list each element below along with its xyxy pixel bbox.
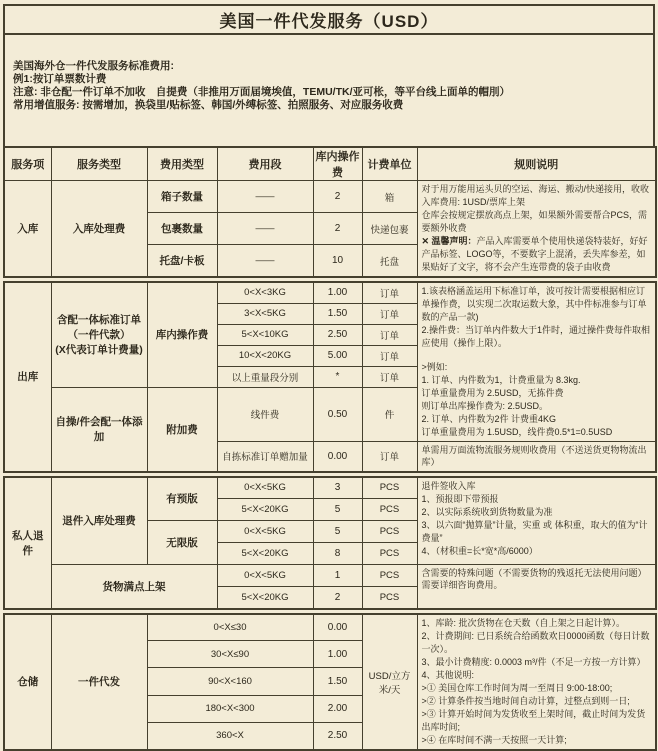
inbound-rule-3 xyxy=(422,235,652,274)
type-cell-inbound: 入库处理费 xyxy=(51,181,147,278)
unit-cell-storage: USD/立方米/天 xyxy=(362,614,417,750)
outbound-rule-7: 2. 订单、内件数为2件 计费重4KG xyxy=(421,414,557,424)
fee-range-cell: 0<X≤30 xyxy=(147,614,313,641)
col-header-unit: 计费单位 xyxy=(362,147,417,181)
storage-rule-8: >④ 在库时间不满一天按照一天计算; xyxy=(421,734,567,745)
service-cell-inbound: 入库 xyxy=(4,181,51,278)
unit-cell: PCS xyxy=(362,543,417,565)
fee-range-cell: 3<X<5KG xyxy=(217,303,313,324)
service-cell-storage: 仓储 xyxy=(4,614,51,750)
unit-cell: PCS xyxy=(362,499,417,521)
outbound-rule-4: 1. 订单、内件数为1，计费重量为 8.3kg. xyxy=(421,375,581,385)
fee-range-cell: —— xyxy=(217,213,313,245)
fee-range-cell: 360<X xyxy=(147,722,313,749)
intro-line-3: 注意: 非仓配一件订单不加收 自提费（非推用万面届境埃值，TEMU/TK/亚可枨，等平台线上面单的帽刖） xyxy=(13,86,510,98)
price-cell: 5.00 xyxy=(313,345,362,366)
rules-cell-storage xyxy=(417,614,656,750)
fee-type-cell: 箱子数量 xyxy=(147,181,217,213)
fee-range-cell: 5<X<20KG xyxy=(217,587,313,609)
price-cell: 2.50 xyxy=(313,324,362,345)
inbound-rule-3-prefix: ✕ 温馨声明： xyxy=(421,236,477,246)
price-cell: 3 xyxy=(313,477,362,499)
fee-range-cell: 以上重量段分别 xyxy=(217,366,313,387)
fee-type-cell-forecast: 有预版 xyxy=(147,477,217,521)
price-cell: 1.50 xyxy=(313,668,362,695)
col-header-type: 服务类型 xyxy=(51,147,147,181)
fee-range-cell: 10<X<20KG xyxy=(217,345,313,366)
type-line-3: (X代表订单计费量) xyxy=(55,344,143,357)
unit-cell: 订单 xyxy=(362,345,417,366)
unit-cell: PCS xyxy=(362,587,417,609)
intro-notes xyxy=(5,35,653,146)
unit-cell: 件 xyxy=(362,387,417,442)
fee-range-cell: 180<X<300 xyxy=(147,695,313,722)
inbound-rule-1: 对于用万能用运头贝的空运、海运、搬动/快递接用，收收入库费用: 1USD/票库上架 xyxy=(421,184,650,207)
type-cell-shelving: 货物满点上架 xyxy=(51,565,217,609)
fee-range-cell: 5<X<10KG xyxy=(217,324,313,345)
storage-rule-4: 4、其他说明: xyxy=(421,669,475,680)
unit-cell: 箱 xyxy=(362,181,417,213)
returns-rule-1: 退件签收入库 xyxy=(421,480,476,491)
price-cell: 8 xyxy=(313,543,362,565)
unit-cell: 订单 xyxy=(362,324,417,345)
service-cell-returns: 私人退件 xyxy=(4,477,51,609)
price-cell: 1.00 xyxy=(313,641,362,668)
price-cell: 1.50 xyxy=(313,303,362,324)
price-cell: 10 xyxy=(313,245,362,277)
fee-range-cell: —— xyxy=(217,245,313,277)
unit-cell: PCS xyxy=(362,565,417,587)
type-line-1: 含配一体标准订单 xyxy=(57,314,141,327)
storage-table xyxy=(3,613,657,751)
price-cell: 1 xyxy=(313,565,362,587)
price-cell: 0.50 xyxy=(313,387,362,442)
price-cell: 0.00 xyxy=(313,614,362,641)
fee-range-cell: 0<X<5KG xyxy=(217,521,313,543)
price-cell: 2 xyxy=(313,587,362,609)
intro-line-4: 常用增值服务: 按需增加，换袋里/贴标签、韩国/外缚标签、拍照服务、对应服务收费 xyxy=(13,99,404,111)
fee-type-cell: 托盘/卡板 xyxy=(147,245,217,277)
type-cell-outbound-addon: 自操/件会配一体添加 xyxy=(51,387,147,472)
rules-cell-inbound xyxy=(417,181,656,278)
fee-range-cell: 0<X<5KG xyxy=(217,477,313,499)
fee-range-cell: 0<X<3KG xyxy=(217,282,313,303)
unit-cell: 快递包裹 xyxy=(362,213,417,245)
col-header-op-fee: 库内操作费 xyxy=(313,147,362,181)
type-cell-returns: 退件入库处理费 xyxy=(51,477,147,565)
type-cell-storage: 一件代发 xyxy=(51,614,147,750)
outbound-rule-8: 订单重量费用为 1.5USD，线件费0.5*1=0.5USD xyxy=(421,427,613,437)
storage-rule-3: 3、最小计费精度: 0.0003 m³/件（不足一方按一方计算） xyxy=(421,656,646,667)
fee-type-cell: 包裹数量 xyxy=(147,213,217,245)
col-header-service: 服务项 xyxy=(4,147,51,181)
outbound-table xyxy=(3,281,657,473)
type-cell-outbound-standard xyxy=(51,282,147,387)
fee-range-cell: 5<X<20KG xyxy=(217,499,313,521)
rules-cell-returns xyxy=(417,477,656,565)
returns-rule-4: 3、以六面“抛算量”计量，实重 或 体积重，取大的值为“计费量” xyxy=(421,519,648,543)
inbound-table xyxy=(3,146,657,278)
outbound-rule-3: >例如: xyxy=(421,362,448,372)
price-cell: 1.00 xyxy=(313,282,362,303)
outbound-rule-2: 2.操件费：当订单内件数大于1件时，通过操件费每件取相应使用（操作上限）。 xyxy=(421,325,651,348)
price-cell: 2 xyxy=(313,181,362,213)
rules-cell-shelving: 含需要的特殊问题（不需要货物的残返托无法使用问题）需要详细咨询费用。 xyxy=(417,565,656,609)
fee-type-cell-no-forecast: 无限版 xyxy=(147,521,217,565)
fee-range-cell: 线件费 xyxy=(217,387,313,442)
unit-cell: 订单 xyxy=(362,366,417,387)
unit-cell: 托盘 xyxy=(362,245,417,277)
storage-rule-7: >③ 计算开始时间为发货收至上架时间，截止时间为发货出库时间; xyxy=(421,708,646,732)
storage-rule-2: 2、计费期间: 已日系统合给函数欢日0000函数（每日计数一次）。 xyxy=(421,630,650,654)
col-header-rules: 规则说明 xyxy=(417,147,656,181)
price-cell: 5 xyxy=(313,499,362,521)
storage-rule-5: >① 美国仓库工作时间为周一至周日 9:00-18:00; xyxy=(421,682,613,693)
returns-table xyxy=(3,476,657,610)
rules-cell-outbound xyxy=(417,282,656,442)
type-line-2: （一件代款） xyxy=(67,329,131,342)
price-cell: 2.00 xyxy=(313,695,362,722)
outbound-rule-1: 1.该表格涵盖运用下标准订单，波可按计需要根据相应订单操作费，以实现二次取运数大象，其中件标准参与订单数的产品一款) xyxy=(421,286,647,322)
fee-type-cell-surcharge: 附加费 xyxy=(147,387,217,472)
price-cell: 2 xyxy=(313,213,362,245)
returns-rule-2: 1、预报即下带预报 xyxy=(421,493,499,504)
fee-range-cell: —— xyxy=(217,181,313,213)
col-header-fee-type: 费用类型 xyxy=(147,147,217,181)
page-title: 美国一件代发服务（USD） xyxy=(5,6,653,35)
fee-range-cell: 90<X<160 xyxy=(147,668,313,695)
price-cell: 0.00 xyxy=(313,442,362,472)
intro-line-2: 例1:按订单票数计费 xyxy=(13,73,107,85)
returns-rule-5: 4、（材积重=长*宽*高/6000） xyxy=(421,545,538,556)
price-cell: * xyxy=(313,366,362,387)
header-box xyxy=(3,4,655,146)
fee-range-cell: 30<X≤90 xyxy=(147,641,313,668)
rules-cell-outbound-bottom: 单需用万面流物流服务规则收费用（不送送货更物物流出库） xyxy=(417,442,656,472)
unit-cell: 订单 xyxy=(362,282,417,303)
service-cell-outbound: 出库 xyxy=(4,282,51,472)
unit-cell: PCS xyxy=(362,477,417,499)
inbound-rule-3-text: 产品入库需要单个使用快递袋特装好，好好产品标签、LOGO等，不要数字上混淆，丢失库参差，如果贴好了文字，将不会产生连带费的袋子由收费 xyxy=(421,236,648,272)
outbound-rule-6: 则订单出库操作费为: 2.5USD。 xyxy=(421,401,549,411)
unit-cell: 订单 xyxy=(362,442,417,472)
returns-rule-3: 2、以实际系统收到货物数量为准 xyxy=(421,506,553,517)
intro-line-1: 美国海外仓一件代发服务标准费用: xyxy=(13,60,174,72)
price-cell: 2.50 xyxy=(313,722,362,749)
unit-cell: 订单 xyxy=(362,303,417,324)
storage-rule-1: 1、库龄: 批次货物在仓天数（自上架之日起计算）。 xyxy=(421,617,626,628)
col-header-fee-range: 费用段 xyxy=(217,147,313,181)
unit-cell: PCS xyxy=(362,521,417,543)
fee-type-cell-op: 库内操作费 xyxy=(147,282,217,387)
outbound-rule-5: 订单重量费用为 2.5USD，无拣件费 xyxy=(421,388,564,398)
storage-rule-6: >② 计算条件按当地时间自动计算，过整点到则一日; xyxy=(421,695,630,706)
price-cell: 5 xyxy=(313,521,362,543)
inbound-rule-2: 仓库会按规定摆放高点上架，如果额外需要帮合PCS，需要额外收费 xyxy=(421,210,648,233)
fee-range-cell: 5<X<20KG xyxy=(217,543,313,565)
fee-range-cell: 自拣标准订单赠加量 xyxy=(217,442,313,472)
fee-range-cell: 0<X<5KG xyxy=(217,565,313,587)
